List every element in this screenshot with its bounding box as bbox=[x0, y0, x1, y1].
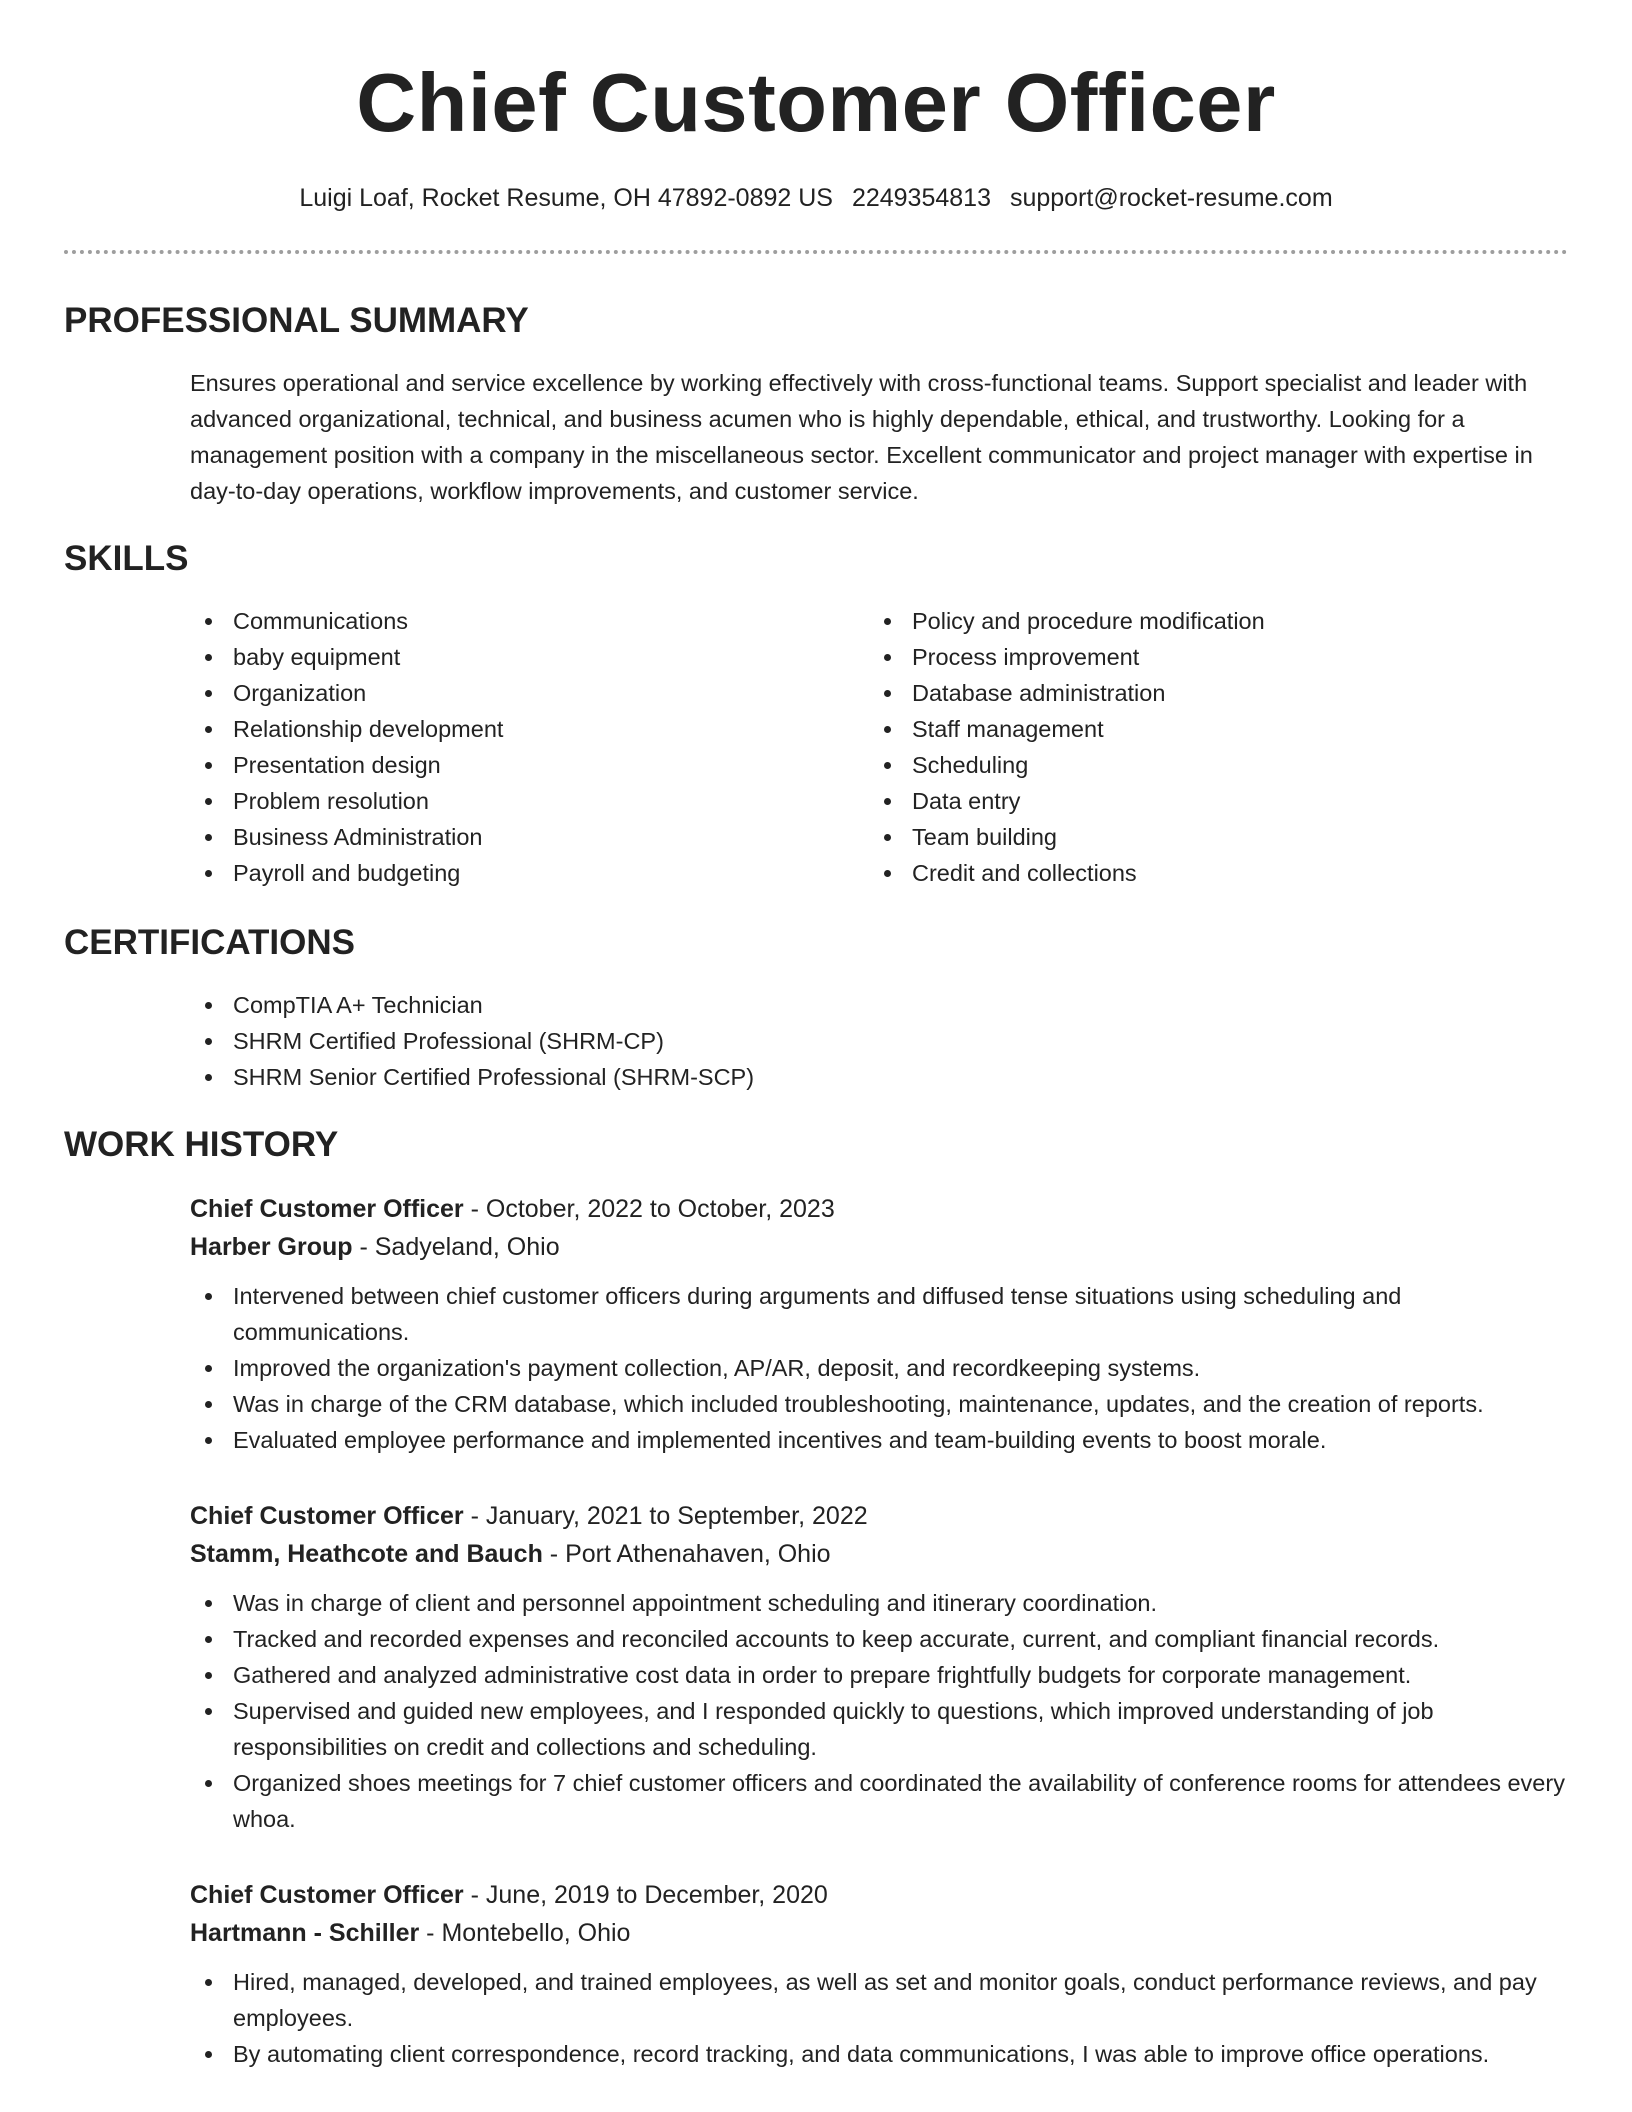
job-entry bbox=[190, 1876, 1570, 2072]
summary-text: Ensures operational and service excellence by working effectively with cross-functional teams. Support specialist and leader with advanced organizational, technical, and business acumen who is highly dependable, ethical, and trustworthy. Looking for a management position with a company in the miscellaneous sector. Excellent communicator and project manager with expertise in day-to-day operations, workflow improvements, and customer service. bbox=[190, 370, 1533, 504]
skill-item: Relationship development bbox=[190, 711, 830, 747]
job-title-line bbox=[190, 1190, 1570, 1228]
contact-line bbox=[0, 180, 1632, 216]
certifications-list bbox=[190, 987, 1570, 1095]
skills-list-right bbox=[869, 603, 1569, 891]
contact-phone[interactable]: 2249354813 bbox=[851, 184, 991, 212]
contact-email[interactable]: support@rocket-resume.com bbox=[1009, 184, 1333, 212]
job-duty-item: Was in charge of the CRM database, which included troubleshooting, maintenance, updates, and the creation of reports. bbox=[190, 1386, 1570, 1422]
header-divider bbox=[64, 250, 1568, 254]
skill-item: Credit and collections bbox=[869, 855, 1569, 891]
job-company: Stamm, Heathcote and Bauch bbox=[190, 1540, 543, 1568]
job-duties-list bbox=[190, 1278, 1570, 1458]
job-duty-item: Gathered and analyzed administrative cost data in order to prepare frightfully budgets for corporate management. bbox=[190, 1657, 1570, 1693]
skills-list-left bbox=[190, 603, 830, 891]
skill-item: baby equipment bbox=[190, 639, 830, 675]
job-dates: - January, 2021 to September, 2022 bbox=[463, 1502, 868, 1530]
job-location: - Sadyeland, Ohio bbox=[352, 1233, 560, 1261]
job-location: - Port Athenahaven, Ohio bbox=[542, 1540, 831, 1568]
certifications-heading: CERTIFICATIONS bbox=[64, 923, 356, 962]
job-duty-item: Improved the organization's payment collection, AP/AR, deposit, and recordkeeping systems. bbox=[190, 1350, 1570, 1386]
job-company-line bbox=[190, 1535, 1570, 1573]
job-entry bbox=[190, 1190, 1570, 1458]
job-role: Chief Customer Officer bbox=[190, 1881, 464, 1909]
skill-item: Problem resolution bbox=[190, 783, 830, 819]
job-company-line bbox=[190, 1914, 1570, 1952]
skill-item: Database administration bbox=[869, 675, 1569, 711]
job-duties-list bbox=[190, 1964, 1570, 2072]
skill-item: Scheduling bbox=[869, 747, 1569, 783]
job-duty-item: Supervised and guided new employees, and I responded quickly to questions, which improved understanding of job responsibilities on credit and collections and scheduling. bbox=[190, 1693, 1570, 1765]
resume-title: Chief Customer Officer bbox=[356, 56, 1276, 149]
job-duty-item: Organized shoes meetings for 7 chief customer officers and coordinated the availability of conference rooms for attendees every whoa. bbox=[190, 1765, 1570, 1837]
work-history-heading: WORK HISTORY bbox=[64, 1125, 339, 1164]
job-entry bbox=[190, 1497, 1570, 1837]
skill-item: Business Administration bbox=[190, 819, 830, 855]
skill-item: Payroll and budgeting bbox=[190, 855, 830, 891]
skill-item: Presentation design bbox=[190, 747, 830, 783]
certification-item: CompTIA A+ Technician bbox=[190, 987, 1570, 1023]
job-company-line bbox=[190, 1228, 1570, 1266]
job-duty-item: Intervened between chief customer officers during arguments and diffused tense situations using scheduling and communications. bbox=[190, 1278, 1570, 1350]
skill-item: Staff management bbox=[869, 711, 1569, 747]
job-company: Harber Group bbox=[190, 1233, 353, 1261]
job-title-line bbox=[190, 1497, 1570, 1535]
job-company: Hartmann - Schiller bbox=[190, 1919, 420, 1947]
skills-heading: SKILLS bbox=[64, 539, 189, 578]
job-duty-item: By automating client correspondence, record tracking, and data communications, I was able to improve office operations. bbox=[190, 2036, 1570, 2072]
contact-address: Luigi Loaf, Rocket Resume, OH 47892-0892 US bbox=[299, 184, 833, 212]
certification-item: SHRM Senior Certified Professional (SHRM-SCP) bbox=[190, 1059, 1570, 1095]
job-location: - Montebello, Ohio bbox=[419, 1919, 631, 1947]
job-duty-item: Tracked and recorded expenses and reconciled accounts to keep accurate, current, and compliant financial records. bbox=[190, 1621, 1570, 1657]
job-duty-item: Hired, managed, developed, and trained employees, as well as set and monitor goals, conduct performance reviews, and pay employees. bbox=[190, 1964, 1570, 2036]
skill-item: Communications bbox=[190, 603, 830, 639]
skill-item: Process improvement bbox=[869, 639, 1569, 675]
job-role: Chief Customer Officer bbox=[190, 1195, 464, 1223]
job-title-line bbox=[190, 1876, 1570, 1914]
job-dates: - June, 2019 to December, 2020 bbox=[463, 1881, 828, 1909]
summary-heading: PROFESSIONAL SUMMARY bbox=[64, 301, 529, 340]
job-dates: - October, 2022 to October, 2023 bbox=[463, 1195, 835, 1223]
skill-item: Policy and procedure modification bbox=[869, 603, 1569, 639]
certification-item: SHRM Certified Professional (SHRM-CP) bbox=[190, 1023, 1570, 1059]
skill-item: Team building bbox=[869, 819, 1569, 855]
skill-item: Data entry bbox=[869, 783, 1569, 819]
job-duty-item: Evaluated employee performance and implemented incentives and team-building events to boost morale. bbox=[190, 1422, 1570, 1458]
job-duty-item: Was in charge of client and personnel appointment scheduling and itinerary coordination. bbox=[190, 1585, 1570, 1621]
job-duties-list bbox=[190, 1585, 1570, 1837]
job-role: Chief Customer Officer bbox=[190, 1502, 464, 1530]
skill-item: Organization bbox=[190, 675, 830, 711]
